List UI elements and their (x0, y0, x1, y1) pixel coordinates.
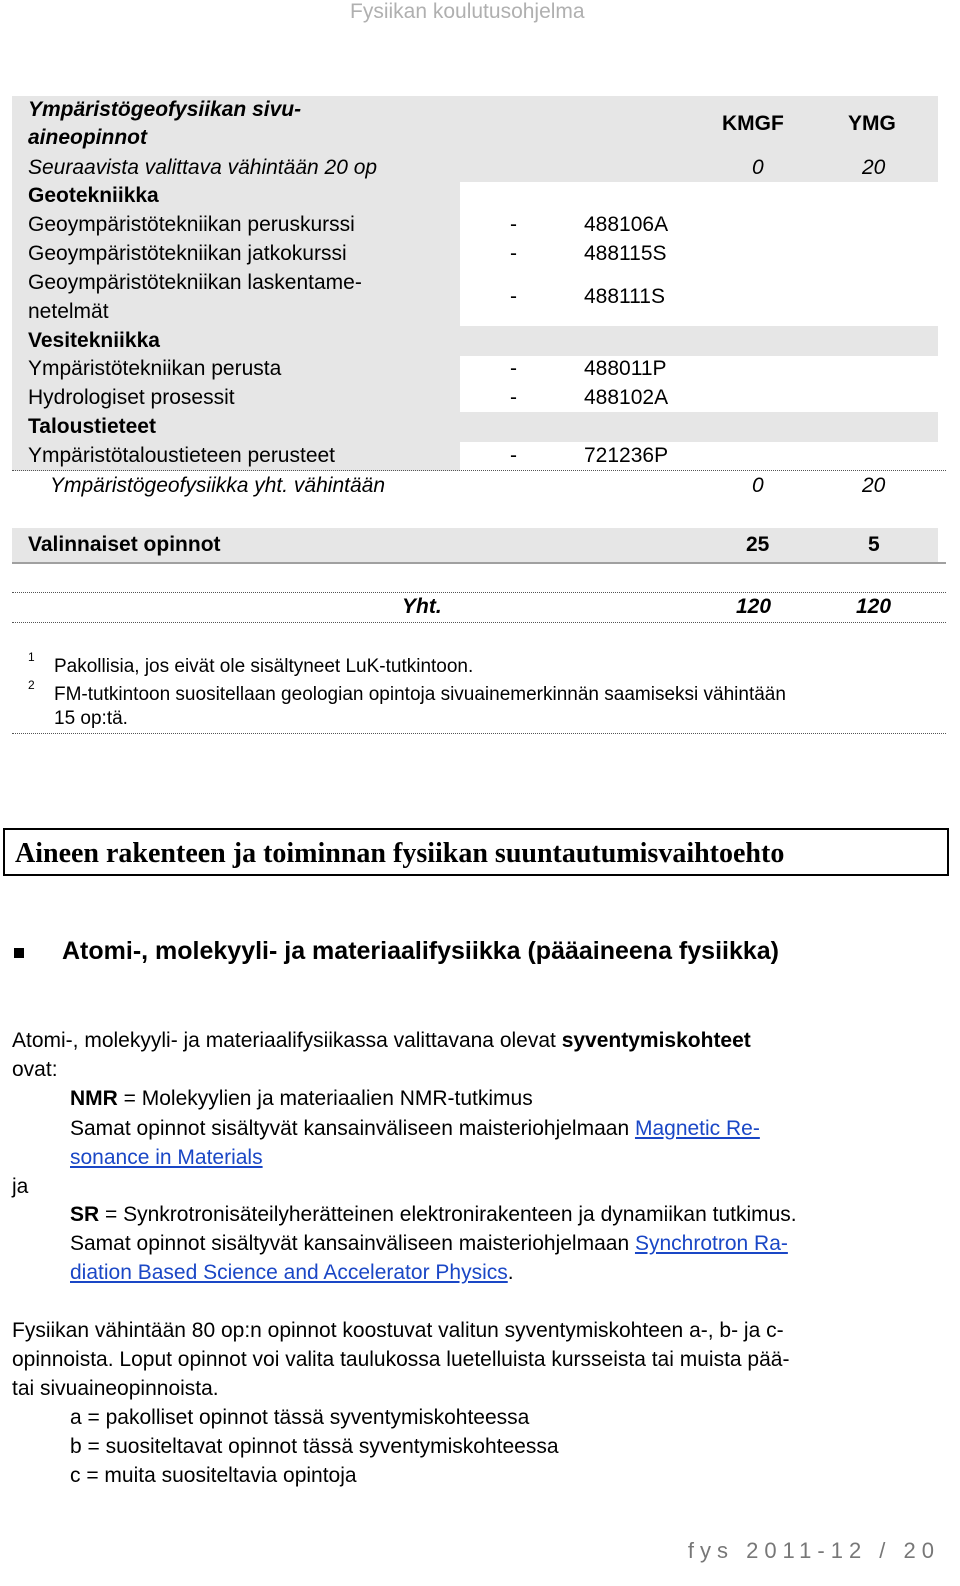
subtotal-label: Ympäristögeofysiikka yht. vähintään (50, 474, 386, 497)
nmr-def: = Molekyylien ja materiaalien NMR-tutkimus (117, 1087, 533, 1110)
footnote-divider (12, 733, 946, 734)
course-name-line2: netelmät (28, 300, 109, 323)
intro-text: Atomi-, molekyyli- ja materiaalifysiikassa valittavana olevat (12, 1029, 562, 1052)
bullet-icon (14, 948, 24, 958)
footnote-text-line2: 15 op:tä. (54, 708, 128, 729)
choose-label: Seuraavista valittava vähintään 20 op (28, 156, 378, 179)
sr-note-line1 (70, 1229, 788, 1258)
legend-item: b = suositeltavat opinnot tässä syventymiskohteessa (70, 1435, 559, 1458)
course-code: 488106A (584, 213, 669, 236)
course-name: Ympäristötekniikan perusta (28, 357, 282, 380)
sr-program-link[interactable]: Synchrotron Ra- (634, 1232, 788, 1255)
footnote-text-line1: FM-tutkintoon suositellaan geologian opintoja sivuainemerkinnän saamiseksi vähintään (54, 684, 786, 705)
course-dash: - (510, 357, 517, 380)
column-header-ymg: YMG (848, 112, 896, 135)
course-dash: - (510, 285, 517, 308)
course-code: 721236P (584, 444, 669, 467)
sr-abbr: SR (70, 1203, 100, 1226)
intro-line1 (12, 1026, 751, 1055)
sr-def: = Synkrotronisäteilyherätteinen elektronirakenteen ja dynamiikan tutkimus. (99, 1203, 797, 1226)
column-header-kmgf: KMGF (722, 112, 784, 135)
total-ymg: 120 (856, 595, 892, 618)
running-header: Fysiikan koulutusohjelma (350, 0, 585, 23)
footnote-mark: 1 (28, 650, 35, 664)
course-name-line1: Geoympäristötekniikan laskentame- (28, 271, 362, 294)
table-title-line2: aineopinnot (28, 126, 147, 149)
course-code: 488011P (584, 357, 667, 380)
subtotal-kmgf: 0 (752, 474, 764, 497)
sr-note-line2 (70, 1258, 514, 1287)
electives-label: Valinnaiset opinnot (28, 533, 221, 556)
nmr-abbr: NMR (70, 1087, 118, 1110)
choose-ymg: 20 (862, 156, 886, 179)
nmr-note-line2 (70, 1143, 263, 1172)
legend-item: a = pakolliset opinnot tässä syventymiskohteessa (70, 1406, 530, 1429)
nmr-program-link[interactable]: sonance in Materials (70, 1146, 263, 1169)
subsection-title: Atomi-, molekyyli- ja materiaalifysiikka (pääaineena fysiikka) (62, 937, 779, 965)
footnote-mark: 2 (28, 678, 35, 692)
sr-end: . (507, 1261, 514, 1284)
table-divider (12, 470, 946, 471)
paragraph-line3: tai sivuaineopinnoista. (12, 1377, 219, 1400)
section-heading-box (3, 828, 949, 876)
sr-definition (70, 1200, 797, 1229)
legend-item: c = muita suositeltavia opintoja (70, 1464, 357, 1487)
group-label: Geotekniikka (28, 184, 159, 207)
nmr-definition (70, 1084, 533, 1113)
course-dash: - (510, 213, 517, 236)
course-code: 488102A (584, 386, 669, 409)
course-dash: - (510, 444, 517, 467)
group-label: Vesitekniikka (28, 329, 160, 352)
table-divider (12, 562, 946, 564)
course-code: 488115S (584, 242, 667, 265)
page-footer: fys 2011-12 / 20 (687, 1538, 940, 1563)
course-dash: - (510, 242, 517, 265)
course-name: Geoympäristötekniikan jatkokurssi (28, 242, 347, 265)
course-name: Hydrologiset prosessit (28, 386, 235, 409)
footnote-text: Pakollisia, jos eivät ole sisältyneet LuK-tutkintoon. (54, 656, 474, 677)
table-divider (12, 622, 946, 623)
paragraph-line1: Fysiikan vähintään 80 op:n opinnot koostuvat valitun syventymiskohteen a-, b- ja c- (12, 1319, 784, 1342)
total-label: Yht. (402, 595, 442, 618)
paragraph-line2: opinnoista. Loput opinnot voi valita taulukossa luetelluista kursseista tai muista pää- (12, 1348, 790, 1371)
intro-line2: ovat: (12, 1058, 58, 1081)
course-name: Ympäristötaloustieteen perusteet (28, 444, 336, 467)
course-name: Geoympäristötekniikan peruskurssi (28, 213, 355, 236)
nmr-program-link[interactable]: Magnetic Re- (634, 1117, 760, 1140)
section-title: Aineen rakenteen ja toiminnan fysiikan suuntautumisvaihtoehto (15, 838, 785, 869)
electives-kmgf: 25 (746, 533, 770, 556)
course-code: 488111S (584, 285, 665, 308)
table-divider (12, 592, 946, 593)
sr-note: Samat opinnot sisältyvät kansainväliseen maisteriohjelmaan (70, 1232, 635, 1255)
course-dash: - (510, 386, 517, 409)
nmr-note-line1 (70, 1114, 760, 1143)
choose-kmgf: 0 (752, 156, 764, 179)
nmr-note: Samat opinnot sisältyvät kansainväliseen maisteriohjelmaan (70, 1117, 635, 1140)
group-label: Taloustieteet (28, 415, 156, 438)
intro-bold: syventymiskohteet (561, 1029, 751, 1052)
total-kmgf: 120 (736, 595, 772, 618)
subtotal-ymg: 20 (862, 474, 886, 497)
table-title-line1: Ympäristögeofysiikan sivu- (28, 98, 302, 121)
sr-program-link[interactable]: diation Based Science and Accelerator Physics (70, 1261, 508, 1284)
electives-ymg: 5 (868, 533, 880, 556)
conjunction: ja (12, 1175, 29, 1198)
